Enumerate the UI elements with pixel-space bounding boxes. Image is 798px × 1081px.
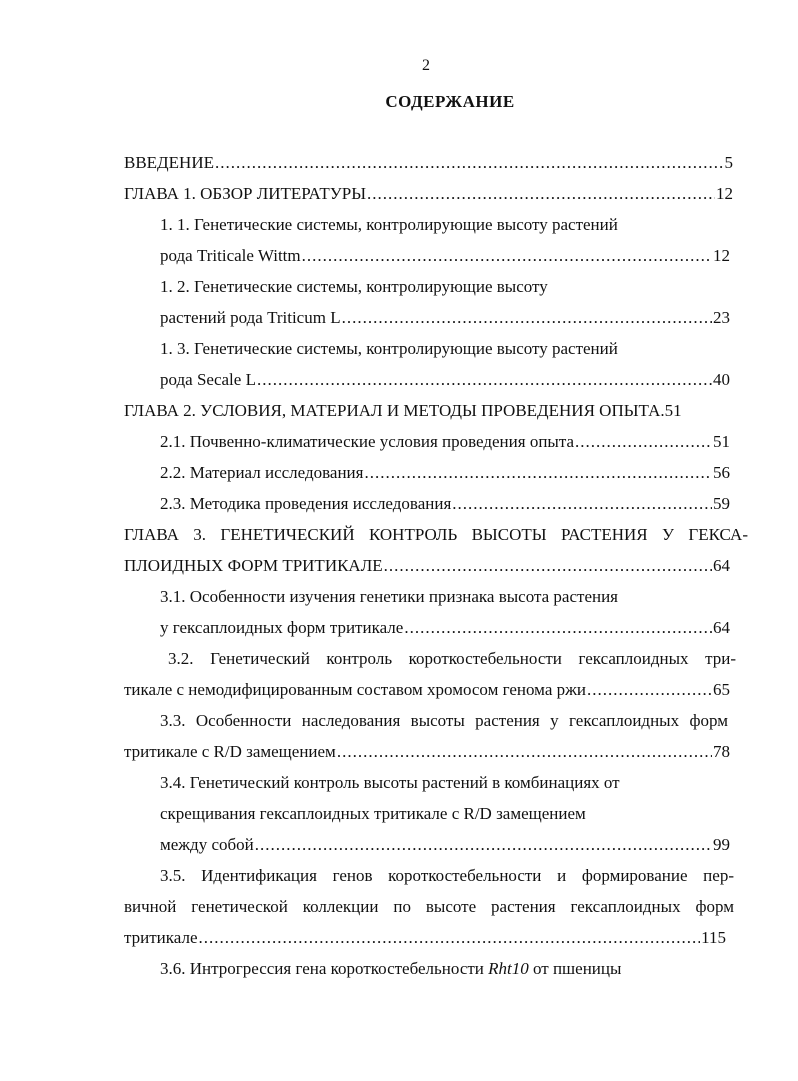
toc-page: 64 (713, 556, 730, 575)
page-title: СОДЕРЖАНИЕ (385, 92, 515, 111)
toc-entry-1-1-line1: 1. 1. Генетические системы, контролирующие высоту растений (160, 215, 618, 234)
toc-label: у гексаплоидных форм тритикале (160, 618, 404, 637)
toc-entry-3-1-line1: 3.1. Особенности изучения генетики признака высота растения (160, 587, 619, 606)
toc-label: 2.2. Материал исследования (160, 463, 364, 482)
toc-page: 115 (701, 928, 726, 947)
toc-label: рода Triticale Wittm (160, 246, 301, 265)
toc-page: 65 (713, 680, 730, 699)
toc-label: растений рода Triticum L (160, 308, 341, 327)
toc-entry-3-6-line1[interactable] (160, 958, 621, 980)
toc-page: 12 (716, 184, 733, 203)
toc-label: рода Secale L (160, 370, 256, 389)
toc-entry-2-1[interactable] (160, 431, 730, 453)
toc-entry-1-3[interactable] (160, 369, 730, 391)
toc-page: 78 (713, 742, 730, 761)
toc-label: ВВЕДЕНИЕ (124, 153, 214, 172)
toc-page: 5 (724, 153, 733, 172)
toc-entry-3-3-line1: 3.3. Особенности наследования высоты растения у гексаплоидных форм (160, 711, 728, 730)
toc-entry-3-1[interactable] (160, 617, 730, 639)
toc-entry-1-2[interactable] (160, 307, 730, 329)
toc-entry-2-3[interactable] (160, 493, 730, 515)
toc-entry-1-1[interactable] (160, 245, 730, 267)
toc-label: 2.3. Методика проведения исследования (160, 494, 452, 513)
toc-entry-1-2-line1: 1. 2. Генетические системы, контролирующие высоту (160, 277, 548, 296)
toc-entry-3-5-line2: вичной генетической коллекции по высоте растения гексаплоидных форм (124, 897, 734, 916)
toc-entry-3-2[interactable] (124, 679, 730, 701)
gene-name: Rht10 (488, 959, 529, 978)
toc-entry-3-2-line1: 3.2. Генетический контроль короткостебельности гексаплоидных три- (168, 649, 736, 668)
toc-entry-chapter-2[interactable]: ГЛАВА 2. УСЛОВИЯ, МАТЕРИАЛ И МЕТОДЫ ПРОВЕДЕНИЯ ОПЫТА.51 (124, 401, 682, 420)
toc-entry-3-4[interactable] (160, 834, 730, 856)
toc-label: 2.1. Почвенно-климатические условия проведения опыта (160, 432, 575, 451)
toc-page: 23 (713, 308, 730, 327)
toc-page: 56 (713, 463, 730, 482)
toc-page: 64 (713, 618, 730, 637)
toc-page: 40 (713, 370, 730, 389)
toc-entry-intro[interactable] (124, 152, 733, 174)
toc-entry-chapter-3[interactable] (124, 555, 730, 577)
toc-page: 12 (713, 246, 730, 265)
toc-label: между собой (160, 835, 254, 854)
toc-entry-3-3[interactable] (124, 741, 730, 763)
toc-page: 59 (713, 494, 730, 513)
toc-entry-chapter-1[interactable] (124, 183, 733, 205)
toc-label: 3.6. Интрогрессия гена короткостебельности (160, 959, 484, 978)
toc-page: 99 (713, 835, 730, 854)
toc-entry-1-3-line1: 1. 3. Генетические системы, контролирующие высоту растений (160, 339, 618, 358)
toc-label: тритикале (124, 928, 198, 947)
toc-label-continued: от пшеницы (533, 959, 622, 978)
page-number: 2 (422, 57, 430, 74)
toc-entry-3-4-line2: скрещивания гексаплоидных тритикале с R/D замещением (160, 804, 586, 823)
toc-label: ПЛОИДНЫХ ФОРМ ТРИТИКАЛЕ (124, 556, 383, 575)
toc-label: ГЛАВА 1. ОБЗОР ЛИТЕРАТУРЫ (124, 184, 367, 203)
toc-entry-chapter-3-line1: ГЛАВА 3. ГЕНЕТИЧЕСКИЙ КОНТРОЛЬ ВЫСОТЫ РАСТЕНИЯ У ГЕКСА- (124, 525, 748, 544)
toc-entry-3-5[interactable] (124, 927, 726, 949)
toc-entry-3-4-line1: 3.4. Генетический контроль высоты растений в комбинациях от (160, 773, 620, 792)
toc-entry-2-2[interactable] (160, 462, 730, 484)
toc-page: 51 (713, 432, 730, 451)
toc-label: тритикале с R/D замещением (124, 742, 336, 761)
toc-entry-3-5-line1: 3.5. Идентификация генов короткостебельности и формирование пер- (160, 866, 734, 885)
toc-label: тикале с немодифицированным составом хромосом генома ржи (124, 680, 586, 699)
